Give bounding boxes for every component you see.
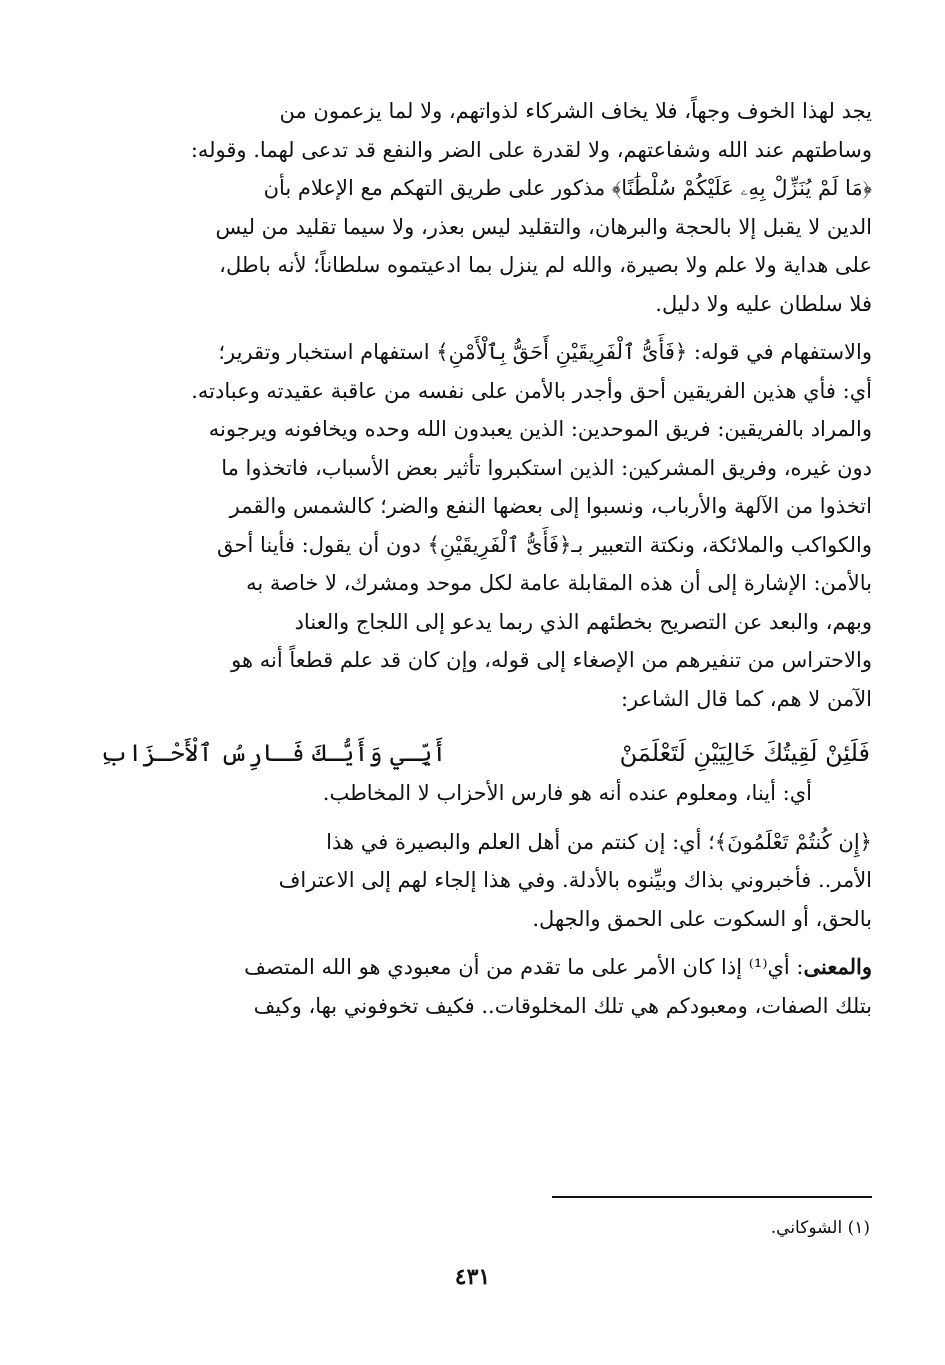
text-line: الأمر.. فأخبروني بذاك وبيِّنوه بالأدلة. وفي هذا إلجاء لهم إلى الاعتراف (278, 868, 872, 892)
text-line: الدين لا يقبل إلا بالحجة والبرهان، والتقليد ليس بعذر، ولا سيما تقليد من ليس (215, 214, 872, 239)
verse-first-hemistich: فَلَئِنْ لَقِيتُكَ خَالِيَيْنِ لَتَعْلَمَنْ (619, 739, 870, 767)
text-line: بالأمن: الإشارة إلى أن هذه المقابلة عامة لكل موحد ومشرك، لا خاصة به (246, 571, 872, 595)
text-line: والاستفهام في قوله: ﴿فَأَىُّ ٱلْفَرِيقَيْنِ أَحَقُّ بِٱلْأَمْنِ﴾ استفهام استخبار وتقرير؛ (218, 340, 872, 364)
verse-second-hemistich: أَيِّـي وَأَيُّـكَ فَـارِسُ ٱلْأَحْـزَابِ (100, 739, 447, 767)
text-run: : أي⁽¹⁾ إذا كان الأمر على ما تقدم من أن معبودي هو الله المتصف (244, 955, 804, 979)
text-line: بتلك الصفات، ومعبودكم هي تلك المخلوقات.. فكيف تخوفوني بها، وكيف (253, 993, 872, 1018)
text-line: والاحتراس من تنفيرهم من الإصغاء إلى قوله، وإن كان قد علم قطعاً أنه هو (231, 648, 872, 672)
text-line: ﴿إِن كُنتُمْ تَعْلَمُونَ﴾؛ أي: إن كنتم من أهل العلم والبصيرة في هذا (326, 829, 872, 854)
text-line: اتخذوا من الآلهة والأرباب، ونسبوا إلى بعضها النفع والضر؛ كالشمس والقمر (229, 494, 872, 518)
text-line: ﴿مَا لَمْ يُنَزِّلْ بِهِۦ عَلَيْكُمْ سُلْطَٰنًا﴾ مذكور على طريق التهكم مع الإعلام بأن (263, 176, 872, 200)
text-line: على هداية ولا علم ولا بصيرة، والله لم ينزل بما ادعيتموه سلطاناً؛ لأنه باطل، (219, 253, 872, 277)
text-line: دون غيره، وفريق المشركين: الذين استكبروا تأثير بعض الأسباب، فاتخذوا ما (221, 455, 872, 480)
footnote-divider (552, 1196, 872, 1198)
bold-term: والمعنى (803, 954, 872, 979)
text-line: وساطتهم عند الله وشفاعتهم، ولا لقدرة على الضر والنفع قد تدعى لهما. وقوله: (190, 137, 872, 162)
poetry-verse (100, 732, 872, 774)
text-line: بالحق، أو السكوت على الحمق والجهل. (532, 906, 872, 931)
text-line: أي: فأي هذين الفريقين أحق وأجدر بالأمن على نفسه من عاقبة عقيدته وعبادته. (191, 378, 872, 403)
body-text (100, 92, 872, 1025)
text-line: وبهم، والبعد عن التصريح بخطئهم الذي ربما يدعو إلى اللجاج والعناد (294, 609, 872, 634)
text-line: أي: أينا، ومعلوم عنده أنه هو فارس الأحزاب لا المخاطب. (322, 781, 812, 805)
text-line: يجد لهذا الخوف وجهاً، فلا يخاف الشركاء لذواتهم، ولا لما يزعمون من (279, 99, 872, 123)
text-line: والمراد بالفريقين: فريق الموحدين: الذين يعبدون الله وحده ويخافونه ويرجونه (208, 417, 872, 441)
page-number: ٤٣١ (454, 1264, 491, 1290)
footnote: (١) الشوكاني. (770, 1218, 870, 1238)
text-line: الآمن لا هم، كما قال الشاعر: (620, 686, 872, 711)
text-line: فلا سلطان عليه ولا دليل. (655, 291, 872, 316)
text-line (100, 948, 872, 987)
text-line: والكواكب والملائكة، ونكتة التعبير بـ﴿فَأَىُّ ٱلْفَرِيقَيْنِ﴾ دون أن يقول: فأينا أحق (216, 532, 872, 557)
